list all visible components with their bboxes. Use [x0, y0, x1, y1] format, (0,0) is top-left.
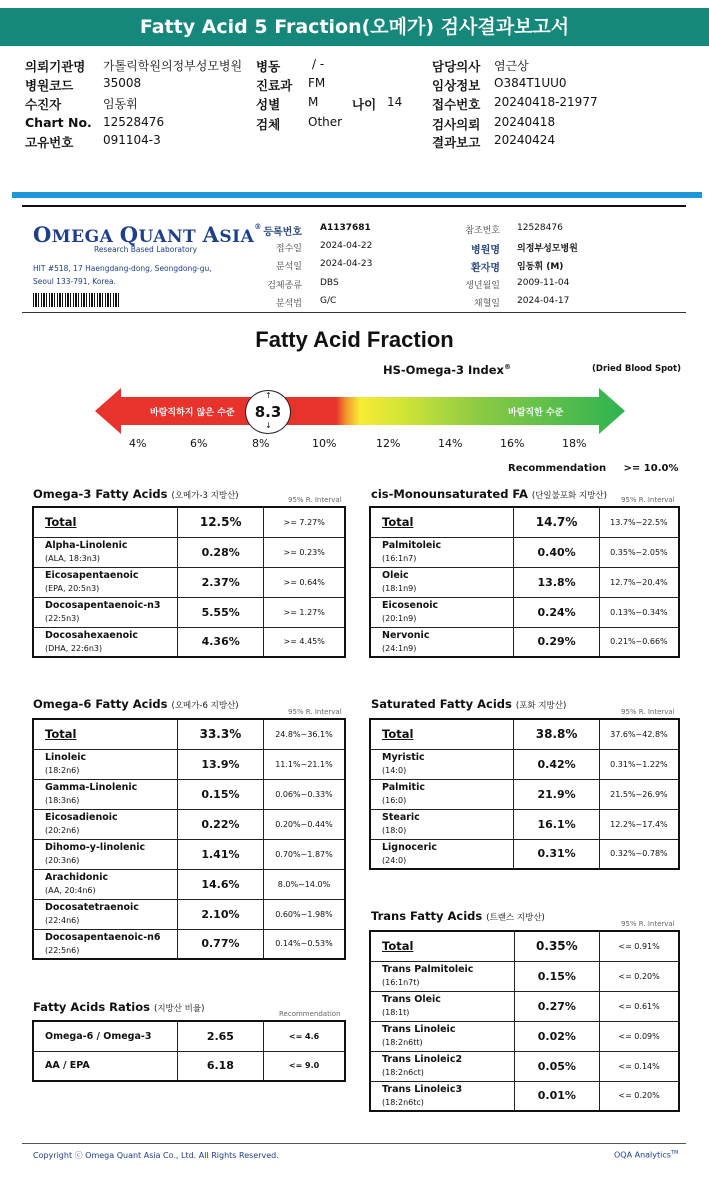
tick-8: 8% [252, 437, 270, 450]
label-request-date: 검사의뢰 [432, 117, 481, 132]
table-row-total: Total 12.5% >= 7.27% [33, 507, 345, 537]
value-method: G/C [320, 296, 337, 306]
tick-18: 18% [562, 437, 587, 450]
label-receipt-date: 접수일 [275, 244, 302, 254]
label-hospital-name: 병원명 [471, 245, 500, 256]
marker-down-arrow-icon: ↓ [265, 421, 272, 430]
value-registration-no: A1137681 [320, 223, 371, 233]
value-age: 14 [387, 95, 403, 109]
label-doctor: 담당의사 [432, 59, 481, 74]
ratios-section-title: Fatty Acids Ratios (지방산 비율) [33, 1000, 205, 1014]
marker-up-arrow-icon: ↑ [265, 391, 272, 400]
omega6-section-title: Omega-6 Fatty Acids (오메가-6 지방산) [33, 697, 239, 711]
value-analysis-date: 2024-04-23 [320, 259, 373, 269]
tick-6: 6% [190, 437, 208, 450]
label-sex: 성별 [256, 97, 281, 112]
table-row: Trans Palmitoleic (16:1n7t) 0.15% <= 0.20% [370, 961, 679, 991]
table-row: Linoleic (18:2n6) 13.9% 11.1%~21.1% [33, 749, 345, 779]
value-hospital-code: 35008 [103, 76, 142, 90]
value-chart-no: 12528476 [103, 115, 165, 129]
table-row: Stearic (18:0) 16.1% 12.2%~17.4% [370, 809, 679, 839]
label-patient: 수진자 [25, 97, 62, 112]
omega3-section-title: Omega-3 Fatty Acids (오메가-3 지방산) [33, 487, 239, 501]
mufa-section-title: cis-Monounsaturated FA (단일불포화 지방산) [371, 487, 607, 501]
gauge-good-label: 바람직한 수준 [508, 408, 564, 418]
omega6-ri-label: 95% R. Interval [288, 708, 342, 716]
value-sex: M [308, 95, 319, 109]
black-divider [22, 205, 686, 207]
label-report-date: 결과보고 [432, 135, 481, 150]
value-doctor: 염근상 [494, 59, 529, 73]
tick-10: 10% [312, 437, 337, 450]
value-hospital-name: 의정부성모병원 [517, 244, 578, 254]
report-title: Fatty Acid 5 Fraction(오메가) 검사결과보고서 [0, 8, 709, 46]
label-clinical-info: 임상정보 [432, 78, 481, 93]
saturated-section-title: Saturated Fatty Acids (포화 지방산) [371, 697, 567, 711]
table-row: Eicosapentaenoic (EPA, 20:5n3) 2.37% >= 0.64% [33, 567, 345, 597]
omega3-table [32, 506, 346, 658]
label-method: 분석법 [275, 299, 302, 309]
table-row: Myristic (14:0) 0.42% 0.31%~1.22% [370, 749, 679, 779]
table-row: Docosahexaenoic (DHA, 22:6n3) 4.36% >= 4.45% [33, 627, 345, 657]
value-clinical-info: O384T1UU0 [494, 76, 567, 90]
lab-address-line1: HIT #518, 17 Haengdang-dong, Seongdong-gu, [33, 264, 212, 273]
mufa-ri-label: 95% R. Interval [621, 496, 675, 504]
value-sample-type: DBS [320, 278, 339, 288]
label-sample-type: 검체종류 [267, 281, 302, 291]
barcode [33, 293, 121, 307]
ratios-table [32, 1020, 346, 1082]
value-request-date: 20240418 [494, 115, 556, 129]
label-receipt-no: 접수번호 [432, 97, 481, 112]
value-receipt-no: 20240418-21977 [494, 95, 598, 109]
value-report-date: 20240424 [494, 133, 556, 147]
table-row: Trans Linoleic (18:2n6tt) 0.02% <= 0.09% [370, 1021, 679, 1051]
table-row: Trans Oleic (18:1t) 0.27% <= 0.61% [370, 991, 679, 1021]
value-patient: 임동휘 [103, 97, 138, 111]
table-row-total: Total 38.8% 37.6%~42.8% [370, 719, 679, 749]
label-institution: 의뢰기관명 [25, 59, 86, 74]
value-institution: 가톨릭학원의정부성모병원 [103, 59, 243, 73]
index-recommendation: Recommendation >= 10.0% [508, 463, 679, 474]
label-birth-date: 생년월일 [465, 281, 500, 291]
value-birth-date: 2009-11-04 [517, 278, 570, 288]
lab-logo: OMEGA QUANT ASIA® [33, 222, 262, 247]
trans-table [369, 930, 680, 1112]
info-divider [22, 312, 686, 313]
value-department: FM [308, 76, 326, 90]
footer-copyright: Copyright ⓒ Omega Quant Asia Co., Ltd. All Rights Reserved. [33, 1151, 279, 1160]
omega3-ri-label: 95% R. Interval [288, 496, 342, 504]
label-unique-no: 고유번호 [25, 135, 74, 150]
dried-blood-spot-note: (Dried Blood Spot) [592, 364, 681, 374]
table-row: Eicosenoic (20:1n9) 0.24% 0.13%~0.34% [370, 597, 679, 627]
table-row-total: Total 14.7% 13.7%~22.5% [370, 507, 679, 537]
footer-brand: OQA Analytics™ [614, 1150, 679, 1160]
table-row: Oleic (18:1n9) 13.8% 12.7%~20.4% [370, 567, 679, 597]
table-row: Alpha-Linolenic (ALA, 18:3n3) 0.28% >= 0.23% [33, 537, 345, 567]
value-patient-name: 임동휘 (M) [517, 262, 564, 272]
label-specimen: 검체 [256, 117, 281, 132]
saturated-table [369, 718, 680, 870]
lab-tagline: Research Based Laboratory [94, 245, 198, 254]
blue-divider [12, 192, 702, 198]
table-row: Docosapentaenoic-n6 (22:5n6) 0.77% 0.14%~0.53% [33, 929, 345, 959]
footer-divider [22, 1143, 686, 1144]
index-value-marker: 8.3 [245, 390, 291, 434]
label-analysis-date: 분석일 [275, 262, 302, 272]
table-row: Palmitic (16:0) 21.9% 21.5%~26.9% [370, 779, 679, 809]
table-row: Trans Linoleic3 (18:2n6tc) 0.01% <= 0.20% [370, 1081, 679, 1111]
mufa-table [369, 506, 680, 658]
tick-12: 12% [376, 437, 401, 450]
table-row-total: Total 33.3% 24.8%~36.1% [33, 719, 345, 749]
label-chart-no: Chart No. [25, 115, 92, 130]
label-blood-draw-date: 채혈일 [473, 299, 500, 309]
label-department: 진료과 [256, 78, 293, 93]
table-row: Trans Linoleic2 (18:2n6ct) 0.05% <= 0.14% [370, 1051, 679, 1081]
hs-omega3-index-title: HS-Omega-3 Index® [383, 363, 511, 377]
value-specimen: Other [308, 115, 343, 129]
table-row: Docosapentaenoic-n3 (22:5n3) 5.55% >= 1.27% [33, 597, 345, 627]
table-row: Docosatetraenoic (22:4n6) 2.10% 0.60%~1.98% [33, 899, 345, 929]
label-registration-no: 등록번호 [263, 227, 302, 238]
saturated-ri-label: 95% R. Interval [621, 708, 675, 716]
table-row: Dihomo-y-linolenic (20:3n6) 1.41% 0.70%~1.87% [33, 839, 345, 869]
table-row-total: Total 0.35% <= 0.91% [370, 931, 679, 961]
tick-16: 16% [500, 437, 525, 450]
value-receipt-date: 2024-04-22 [320, 241, 373, 251]
label-ward: 병동 [256, 59, 281, 74]
table-row: Arachidonic (AA, 20:4n6) 14.6% 8.0%~14.0% [33, 869, 345, 899]
lab-address-line2: Seoul 133-791, Korea. [33, 277, 116, 286]
value-blood-draw-date: 2024-04-17 [517, 296, 570, 306]
tick-4: 4% [129, 437, 147, 450]
tick-14: 14% [438, 437, 463, 450]
value-ward: / - [312, 57, 325, 71]
trans-section-title: Trans Fatty Acids (트랜스 지방산) [371, 909, 545, 923]
table-row: Palmitoleic (16:1n7) 0.40% 0.35%~2.05% [370, 537, 679, 567]
label-patient-name: 환자명 [471, 263, 500, 274]
table-row: Gamma-Linolenic (18:3n6) 0.15% 0.06%~0.33% [33, 779, 345, 809]
trans-ri-label: 95% R. Interval [621, 920, 675, 928]
ratios-recommendation-label: Recommendation [279, 1010, 341, 1018]
label-age: 나이 [352, 97, 377, 112]
table-row: AA / EPA 6.18 <= 9.0 [33, 1051, 345, 1081]
table-row: Eicosadienoic (20:2n6) 0.22% 0.20%~0.44% [33, 809, 345, 839]
table-row: Omega-6 / Omega-3 2.65 <= 4.6 [33, 1021, 345, 1051]
label-reference-no: 참조번호 [465, 226, 500, 236]
value-reference-no: 12528476 [517, 223, 563, 233]
gauge-bad-label: 바람직하지 않은 수준 [150, 408, 235, 418]
table-row: Lignoceric (24:0) 0.31% 0.32%~0.78% [370, 839, 679, 869]
omega6-table [32, 718, 346, 960]
table-row: Nervonic (24:1n9) 0.29% 0.21%~0.66% [370, 627, 679, 657]
label-hospital-code: 병원코드 [25, 78, 74, 93]
value-unique-no: 091104-3 [103, 133, 161, 147]
fatty-acid-fraction-title: Fatty Acid Fraction [255, 327, 454, 352]
